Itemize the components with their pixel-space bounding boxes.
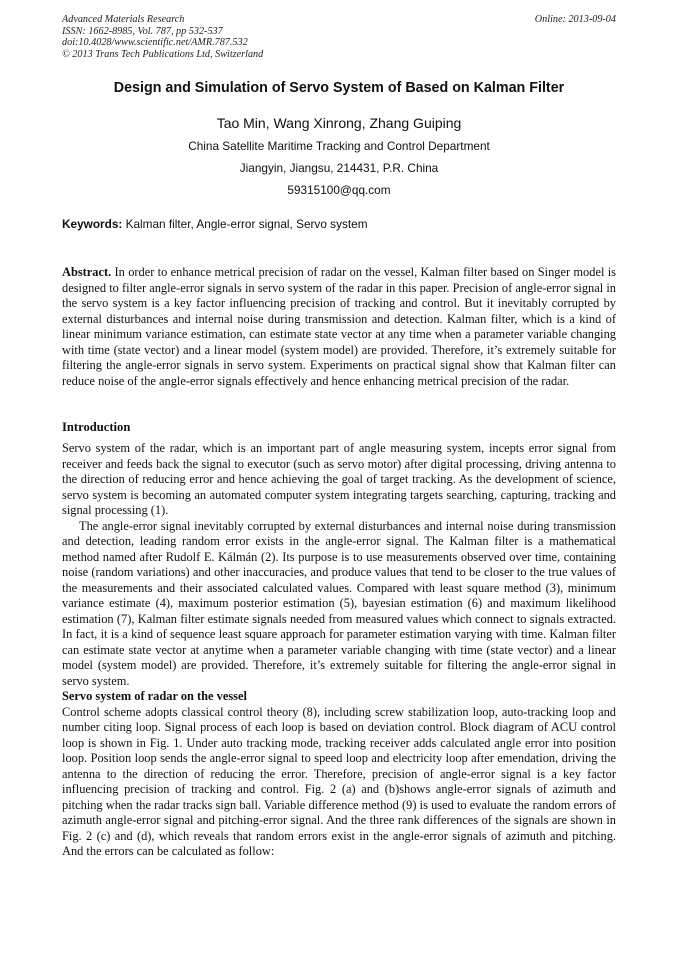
section-heading-servo: Servo system of radar on the vessel bbox=[62, 689, 247, 703]
journal-header bbox=[62, 14, 616, 60]
keywords bbox=[62, 217, 616, 231]
doi-line: doi:10.4028/www.scientific.net/AMR.787.532 bbox=[62, 37, 248, 49]
keywords-text: Kalman filter, Angle-error signal, Servo system bbox=[125, 217, 368, 231]
introduction-body bbox=[62, 441, 616, 860]
intro-paragraph-2: The angle-error signal inevitably corrupted by external disturbances and internal noise during transmission and detection, leading random error exists in the angle-error signal. The Kalman filter is a mathematical method named after Rudolf E. Kálmán (2). Its purpose is to use measurements observed over time, containing noise (random variations) and other inaccuracies, and produce values that tend to be closer to the true values of the measurements and their associated calculated values. Compared with least square method (3), minimum variance estimate (4), maximum posterior estimation (5), bayesian estimation (6) and maximum likelihood estimation (7), Kalman filter estimate signals needed from measured values which connect to signals extracted. In fact, it is a kind of sequence least square approach for parameter estimation varying with time. Kalman filter can estimate state vector at anytime when a parameter variable changing with time (state vector) and a linear model (system model) are provided. Therefore, it’s extremely suitable for filtering the angle-error signal in servo system. bbox=[62, 518, 616, 688]
online-date: Online: 2013-09-04 bbox=[534, 14, 616, 25]
affiliation-address: Jiangyin, Jiangsu, 214431, P.R. China bbox=[239, 161, 439, 175]
affiliation-org: China Satellite Maritime Tracking and Control Department bbox=[188, 139, 490, 153]
keywords-label: Keywords: bbox=[62, 217, 123, 231]
section-heading-introduction: Introduction bbox=[62, 420, 131, 434]
paper-title: Design and Simulation of Servo System of Based on Kalman Filter bbox=[113, 80, 565, 96]
issn-line: ISSN: 1662-8985, Vol. 787, pp 532-537 bbox=[62, 25, 223, 37]
copyright-line: © 2013 Trans Tech Publications Ltd, Switzerland bbox=[62, 48, 264, 60]
abstract bbox=[62, 265, 616, 389]
author-email: 59315100@qq.com bbox=[287, 183, 391, 197]
abstract-text: In order to enhance metrical precision of radar on the vessel, Kalman filter based on Singer model is designed to filter angle-error signals in servo system of the radar in this paper. Precision of angle-error signal in the servo system is a key factor influencing precision of tracking and control. But it inevitably corrupted by external disturbances and internal noise during transmission and detection. Kalman filter, which is a kind of linear minimum variance estimation, can estimate state vector at any time when a parameter variable changing with time (state vector) and a linear model (system model) are provided. Therefore, it’s extremely suitable for filtering the angle-error signals in servo system. Experiments on practical signal show that Kalman filter can reduce noise of the angle-error signals effectively and hence enhancing metrical precision of the radar. bbox=[62, 265, 616, 388]
author-list: Tao Min, Wang Xinrong, Zhang Guiping bbox=[216, 115, 462, 131]
servo-paragraph-1: Control scheme adopts classical control theory (8), including screw stabilization loop, auto-tracking loop and number citing loop. Signal process of each loop is based on deviation control. Block diagram of ACU control loop is shown in Fig. 1. Under auto tracking mode, tracking receiver adds calculated angle error into position loop. Position loop sends the angle-error signal to speed loop and electricity loop after emendation, driving the antenna to the direction of reducing the error. Therefore, precision of angle-error signal is a key factor influencing precision of tracking and control. Fig. 2 (a) and (b)shows angle-error signals of azimuth and pitching when the radar tracks sign ball. Variable difference method (9) is used to evaluate the random errors of azimuth angle-error signal and pitching-error signal. And the three rank differences of the signals are shown in Fig. 2 (c) and (d), which reveals that random errors exist in the angle-error signals of azimuth and pitching. And the errors can be calculated as follow: bbox=[62, 704, 616, 858]
journal-name: Advanced Materials Research bbox=[62, 14, 185, 25]
intro-paragraph-1: Servo system of the radar, which is an important part of angle measuring system, incepts error signal from receiver and feeds back the signal to executor (such as servo motor) after digital processing, driving antenna to the direction of reducing error and hence achieving the goal of target tracking. As the development of science, servo system is becoming an automated computer system integrating targets searching, capturing, tracking and signal processing (1). bbox=[62, 441, 616, 517]
abstract-label: Abstract. bbox=[62, 265, 112, 279]
